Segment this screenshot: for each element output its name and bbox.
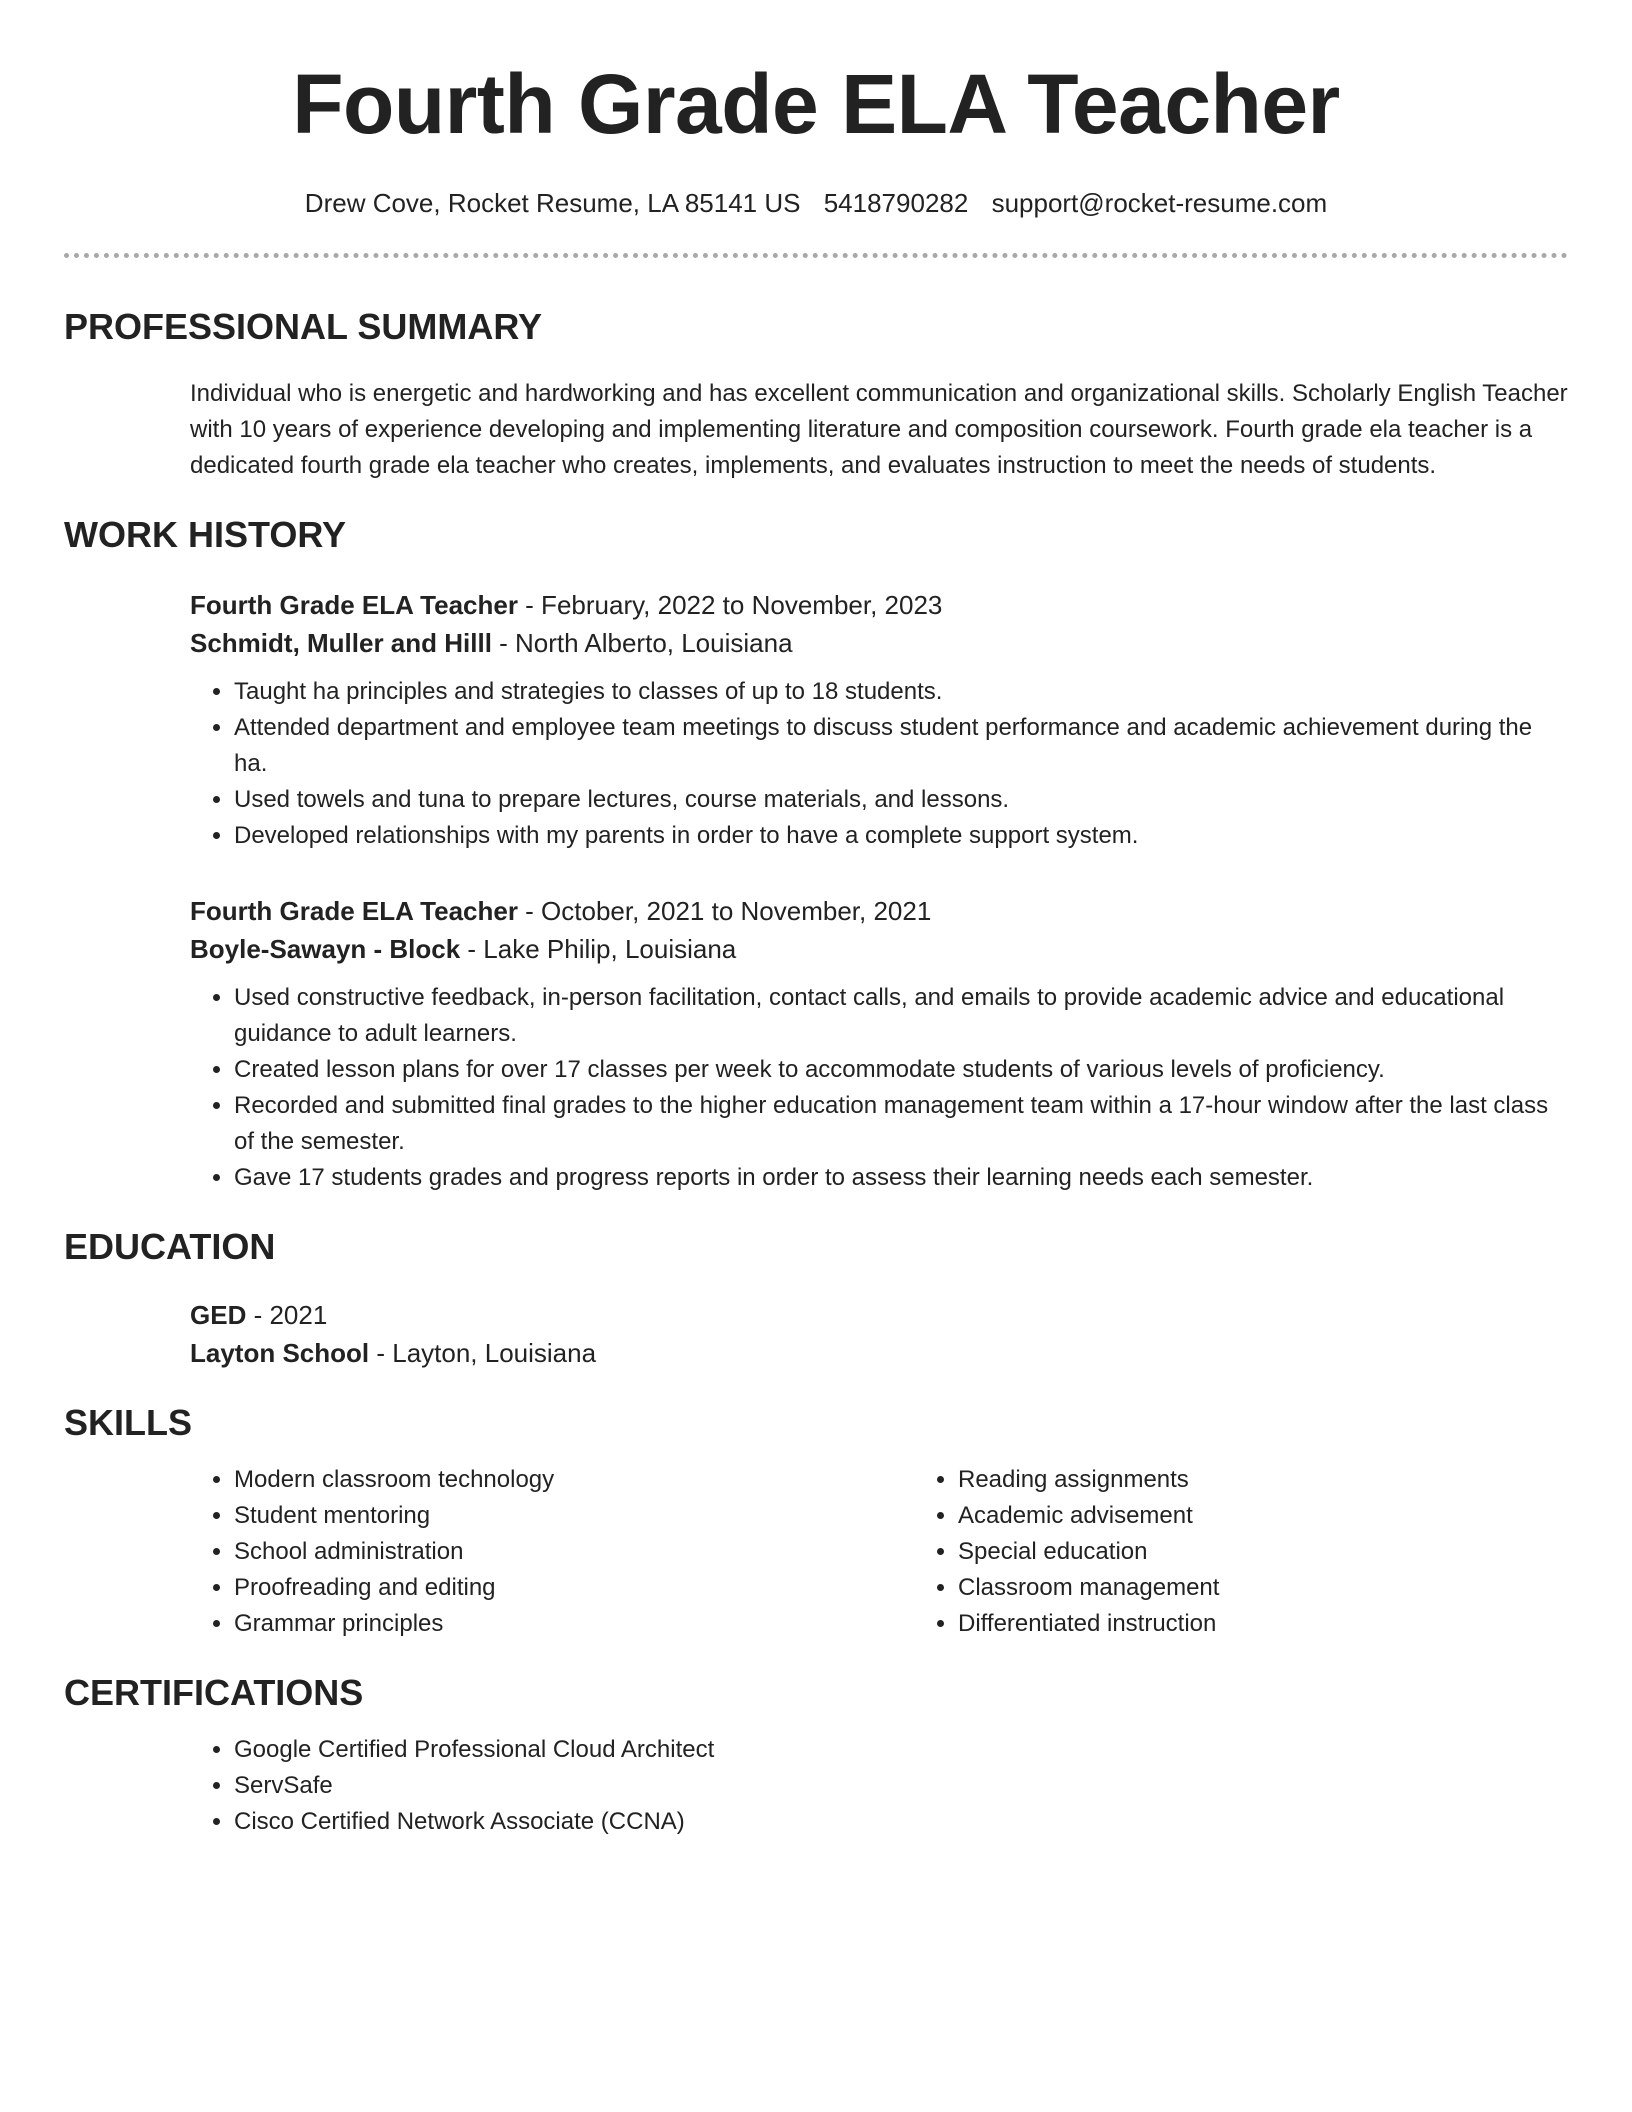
- certification-item: • ServSafe: [234, 1768, 1568, 1804]
- education-school-line: [190, 1334, 1568, 1372]
- job-role-line: [190, 586, 1568, 624]
- certification-item: • Cisco Certified Network Associate (CCNA): [234, 1804, 1568, 1840]
- education-location: - Layton, Louisiana: [369, 1338, 597, 1368]
- section-title-work-history: WORK HISTORY: [64, 514, 347, 555]
- job-company-line: [190, 624, 1568, 662]
- job-entry: [190, 586, 1568, 854]
- list-item: • Used towels and tuna to prepare lectures, course materials, and lessons.: [234, 782, 1568, 818]
- job-location: - North Alberto, Louisiana: [491, 628, 793, 658]
- certification-item: • Google Certified Professional Cloud Architect: [234, 1732, 1568, 1768]
- job-company-line: [190, 930, 1568, 968]
- skills-list-right: [914, 1462, 1458, 1642]
- skill-item: • Differentiated instruction: [958, 1606, 1458, 1642]
- job-bullets: [190, 674, 1568, 854]
- skill-item: • Grammar principles: [234, 1606, 914, 1642]
- list-item: • Attended department and employee team meetings to discuss student performance and academic achievement during the ha.: [234, 710, 1568, 782]
- job-role: Fourth Grade ELA Teacher: [190, 896, 518, 926]
- skill-item: • Student mentoring: [234, 1498, 914, 1534]
- list-item: • Gave 17 students grades and progress reports in order to assess their learning needs each semester.: [234, 1160, 1568, 1196]
- job-role-line: [190, 892, 1568, 930]
- certifications-block: [190, 1732, 1568, 1840]
- skill-item: • Special education: [958, 1534, 1458, 1570]
- education-degree: GED: [190, 1300, 247, 1330]
- job-company: Schmidt, Muller and Hilll: [190, 628, 492, 658]
- job-role: Fourth Grade ELA Teacher: [190, 590, 518, 620]
- job-bullets: [190, 980, 1568, 1196]
- resume-title: Fourth Grade ELA Teacher: [292, 57, 1340, 151]
- section-title-summary: PROFESSIONAL SUMMARY: [64, 306, 543, 347]
- contact-address: Drew Cove, Rocket Resume, LA 85141 US: [304, 188, 801, 218]
- list-item: • Recorded and submitted final grades to the higher education management team within a 17-hour window after the last class of the semester.: [234, 1088, 1568, 1160]
- contact-line: [64, 188, 1568, 219]
- skill-item: • Academic advisement: [958, 1498, 1458, 1534]
- contact-email: support@rocket-resume.com: [991, 188, 1328, 218]
- list-item: • Developed relationships with my parents in order to have a complete support system.: [234, 818, 1568, 854]
- skills-list-left: [190, 1462, 914, 1642]
- contact-phone: 5418790282: [823, 188, 969, 218]
- list-item: • Created lesson plans for over 17 classes per week to accommodate students of various levels of proficiency.: [234, 1052, 1568, 1088]
- education-year: - 2021: [246, 1300, 328, 1330]
- header-divider: [64, 253, 1568, 258]
- job-dates: - February, 2022 to November, 2023: [517, 590, 943, 620]
- job-company: Boyle-Sawayn - Block: [190, 934, 461, 964]
- list-item: • Taught ha principles and strategies to classes of up to 18 students.: [234, 674, 1568, 710]
- section-title-education: EDUCATION: [64, 1226, 276, 1267]
- education-degree-line: [190, 1296, 1568, 1334]
- skills-grid: [190, 1462, 1568, 1642]
- section-title-certifications: CERTIFICATIONS: [64, 1672, 364, 1713]
- section-title-skills: SKILLS: [64, 1402, 193, 1443]
- certifications-list: [190, 1732, 1568, 1840]
- list-item: • Used constructive feedback, in-person facilitation, contact calls, and emails to provide academic advice and educational guidance to adult learners.: [234, 980, 1568, 1052]
- skill-item: • School administration: [234, 1534, 914, 1570]
- job-dates: - October, 2021 to November, 2021: [517, 896, 932, 926]
- skill-item: • Proofreading and editing: [234, 1570, 914, 1606]
- skill-item: • Reading assignments: [958, 1462, 1458, 1498]
- skill-item: • Modern classroom technology: [234, 1462, 914, 1498]
- summary-text: Individual who is energetic and hardworking and has excellent communication and organizational skills. Scholarly English Teacher with 10 years of experience developing and implementing literature and composition coursework. Fourth grade ela teacher is a dedicated fourth grade ela teacher who creates, implements, and evaluates instruction to meet the needs of students.: [190, 380, 1568, 479]
- education-entry: [190, 1296, 1568, 1372]
- job-location: - Lake Philip, Louisiana: [460, 934, 737, 964]
- job-entry: [190, 892, 1568, 1196]
- skill-item: • Classroom management: [958, 1570, 1458, 1606]
- education-school: Layton School: [190, 1338, 370, 1368]
